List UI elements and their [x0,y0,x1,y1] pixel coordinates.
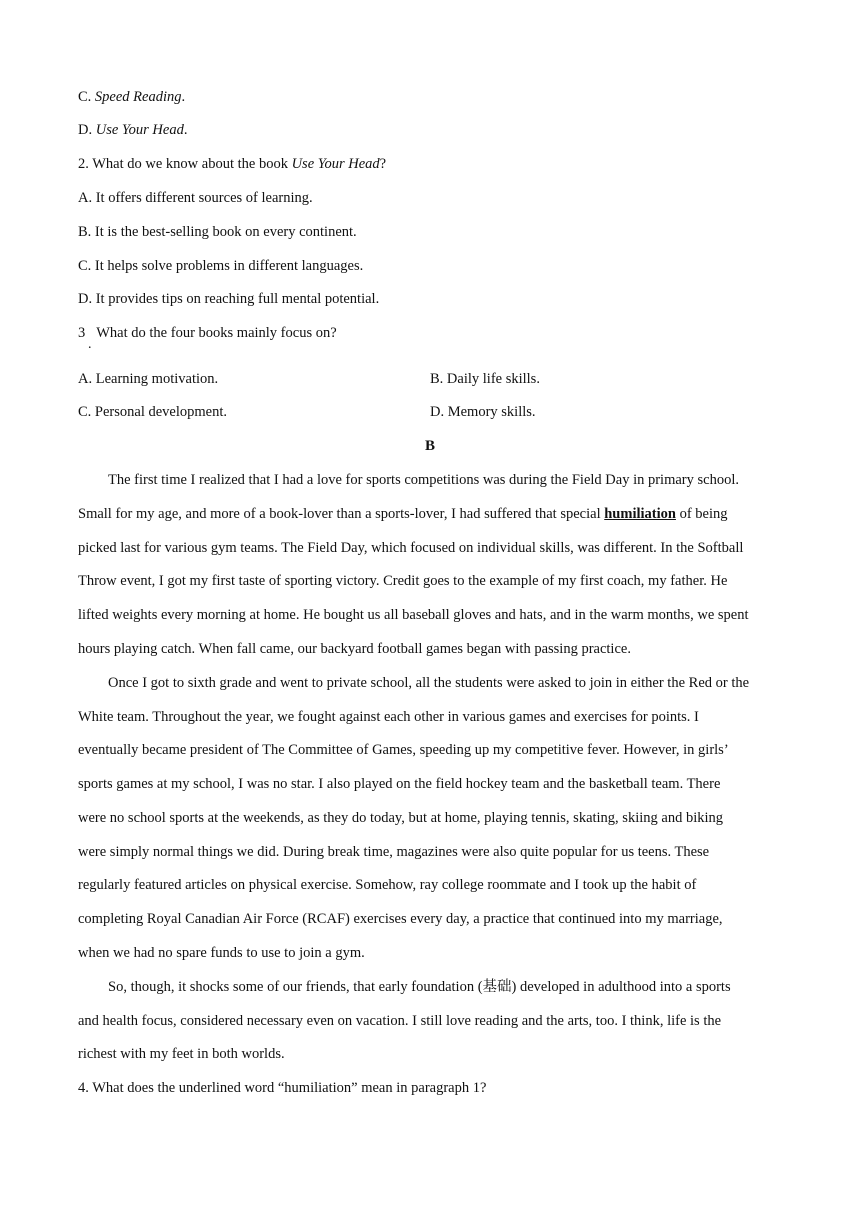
q2-option-c: C. It helps solve problems in different languages. [78,258,364,274]
q2-stem-suffix: ? [379,156,387,172]
q3-stem [78,324,337,342]
q1-option-c-prefix: C. [78,89,95,105]
q3-stem-text: What do the four books mainly focus on? [96,325,337,341]
p1-line-3: picked last for various gym teams. The Field Day, which focused on individual skills, was different. In the Softball [78,540,744,556]
q2-stem-title: Use Your Head [291,156,380,172]
p1-line-1: The first time I realized that I had a love for sports competitions was during the Field Day in primary school. [108,472,739,488]
p3-line-2: and health focus, considered necessary even on vacation. I still love reading and the arts, too. I think, life is the [78,1013,722,1029]
q1-option-c-suffix: . [181,89,186,105]
q2-stem [78,155,386,173]
q3-number: 3 [78,325,86,341]
p1-line-2 [78,505,728,523]
p2-line-9: when we had no spare funds to use to join a gym. [78,945,365,961]
p2-line-5: were no school sports at the weekends, as they do today, but at home, playing tennis, skating, skiing and biking [78,810,724,826]
p1-line-2-after: of being [675,506,728,522]
q1-option-d-prefix: D. [78,122,96,138]
p1-line-5: lifted weights every morning at home. He bought us all baseball gloves and hats, and in the warm months, we spent [78,607,749,623]
q1-option-d-suffix: . [183,122,188,138]
p2-line-3: eventually became president of The Committee of Games, speeding up my competitive fever. However, in girls’ [78,742,729,758]
underlined-word: humiliation [604,506,676,522]
q2-option-a: A. It offers different sources of learning. [78,190,313,206]
p3-line-3: richest with my feet in both worlds. [78,1046,285,1062]
p1-line-4: Throw event, I got my first taste of sporting victory. Credit goes to the example of my first coach, my father. He [78,573,728,589]
q3-dot: . [88,337,92,352]
p2-line-4: sports games at my school, I was no star. I also played on the field hockey team and the basketball team. There [78,776,721,792]
q4-stem: 4. What does the underlined word “humiliation” mean in paragraph 1? [78,1080,487,1096]
q3-option-b: B. Daily life skills. [430,371,540,387]
q2-option-b: B. It is the best-selling book on every continent. [78,224,357,240]
p2-line-1: Once I got to sixth grade and went to private school, all the students were asked to join in either the Red or the [108,675,750,691]
p1-line-2-before: Small for my age, and more of a book-lover than a sports-lover, I had suffered that special [78,506,605,522]
p2-line-7: regularly featured articles on physical exercise. Somehow, ray college roommate and I took up the habit of [78,877,697,893]
p2-line-6: were simply normal things we did. During break time, magazines were also quite popular for us teens. These [78,844,710,860]
p2-line-2: White team. Throughout the year, we fought against each other in various games and exercises for points. I [78,709,699,725]
q2-option-d: D. It provides tips on reaching full mental potential. [78,291,380,307]
p3-line-1: So, though, it shocks some of our friends, that early foundation (基础) developed in adulthood into a sports [108,979,731,995]
q1-option-d [78,121,187,139]
q1-option-c [78,88,185,106]
q3-option-a: A. Learning motivation. [78,371,219,387]
p1-line-6: hours playing catch. When fall came, our backyard football games began with passing practice. [78,641,631,657]
q3-option-d: D. Memory skills. [430,404,536,420]
section-heading: B [424,438,435,454]
p2-line-8: completing Royal Canadian Air Force (RCAF) exercises every day, a practice that continued into my marriage, [78,911,723,927]
q1-option-c-title: Speed Reading [94,89,182,105]
q3-option-c: C. Personal development. [78,404,228,420]
q1-option-d-title: Use Your Head [95,122,184,138]
q2-stem-prefix: 2. What do we know about the book [78,156,292,172]
